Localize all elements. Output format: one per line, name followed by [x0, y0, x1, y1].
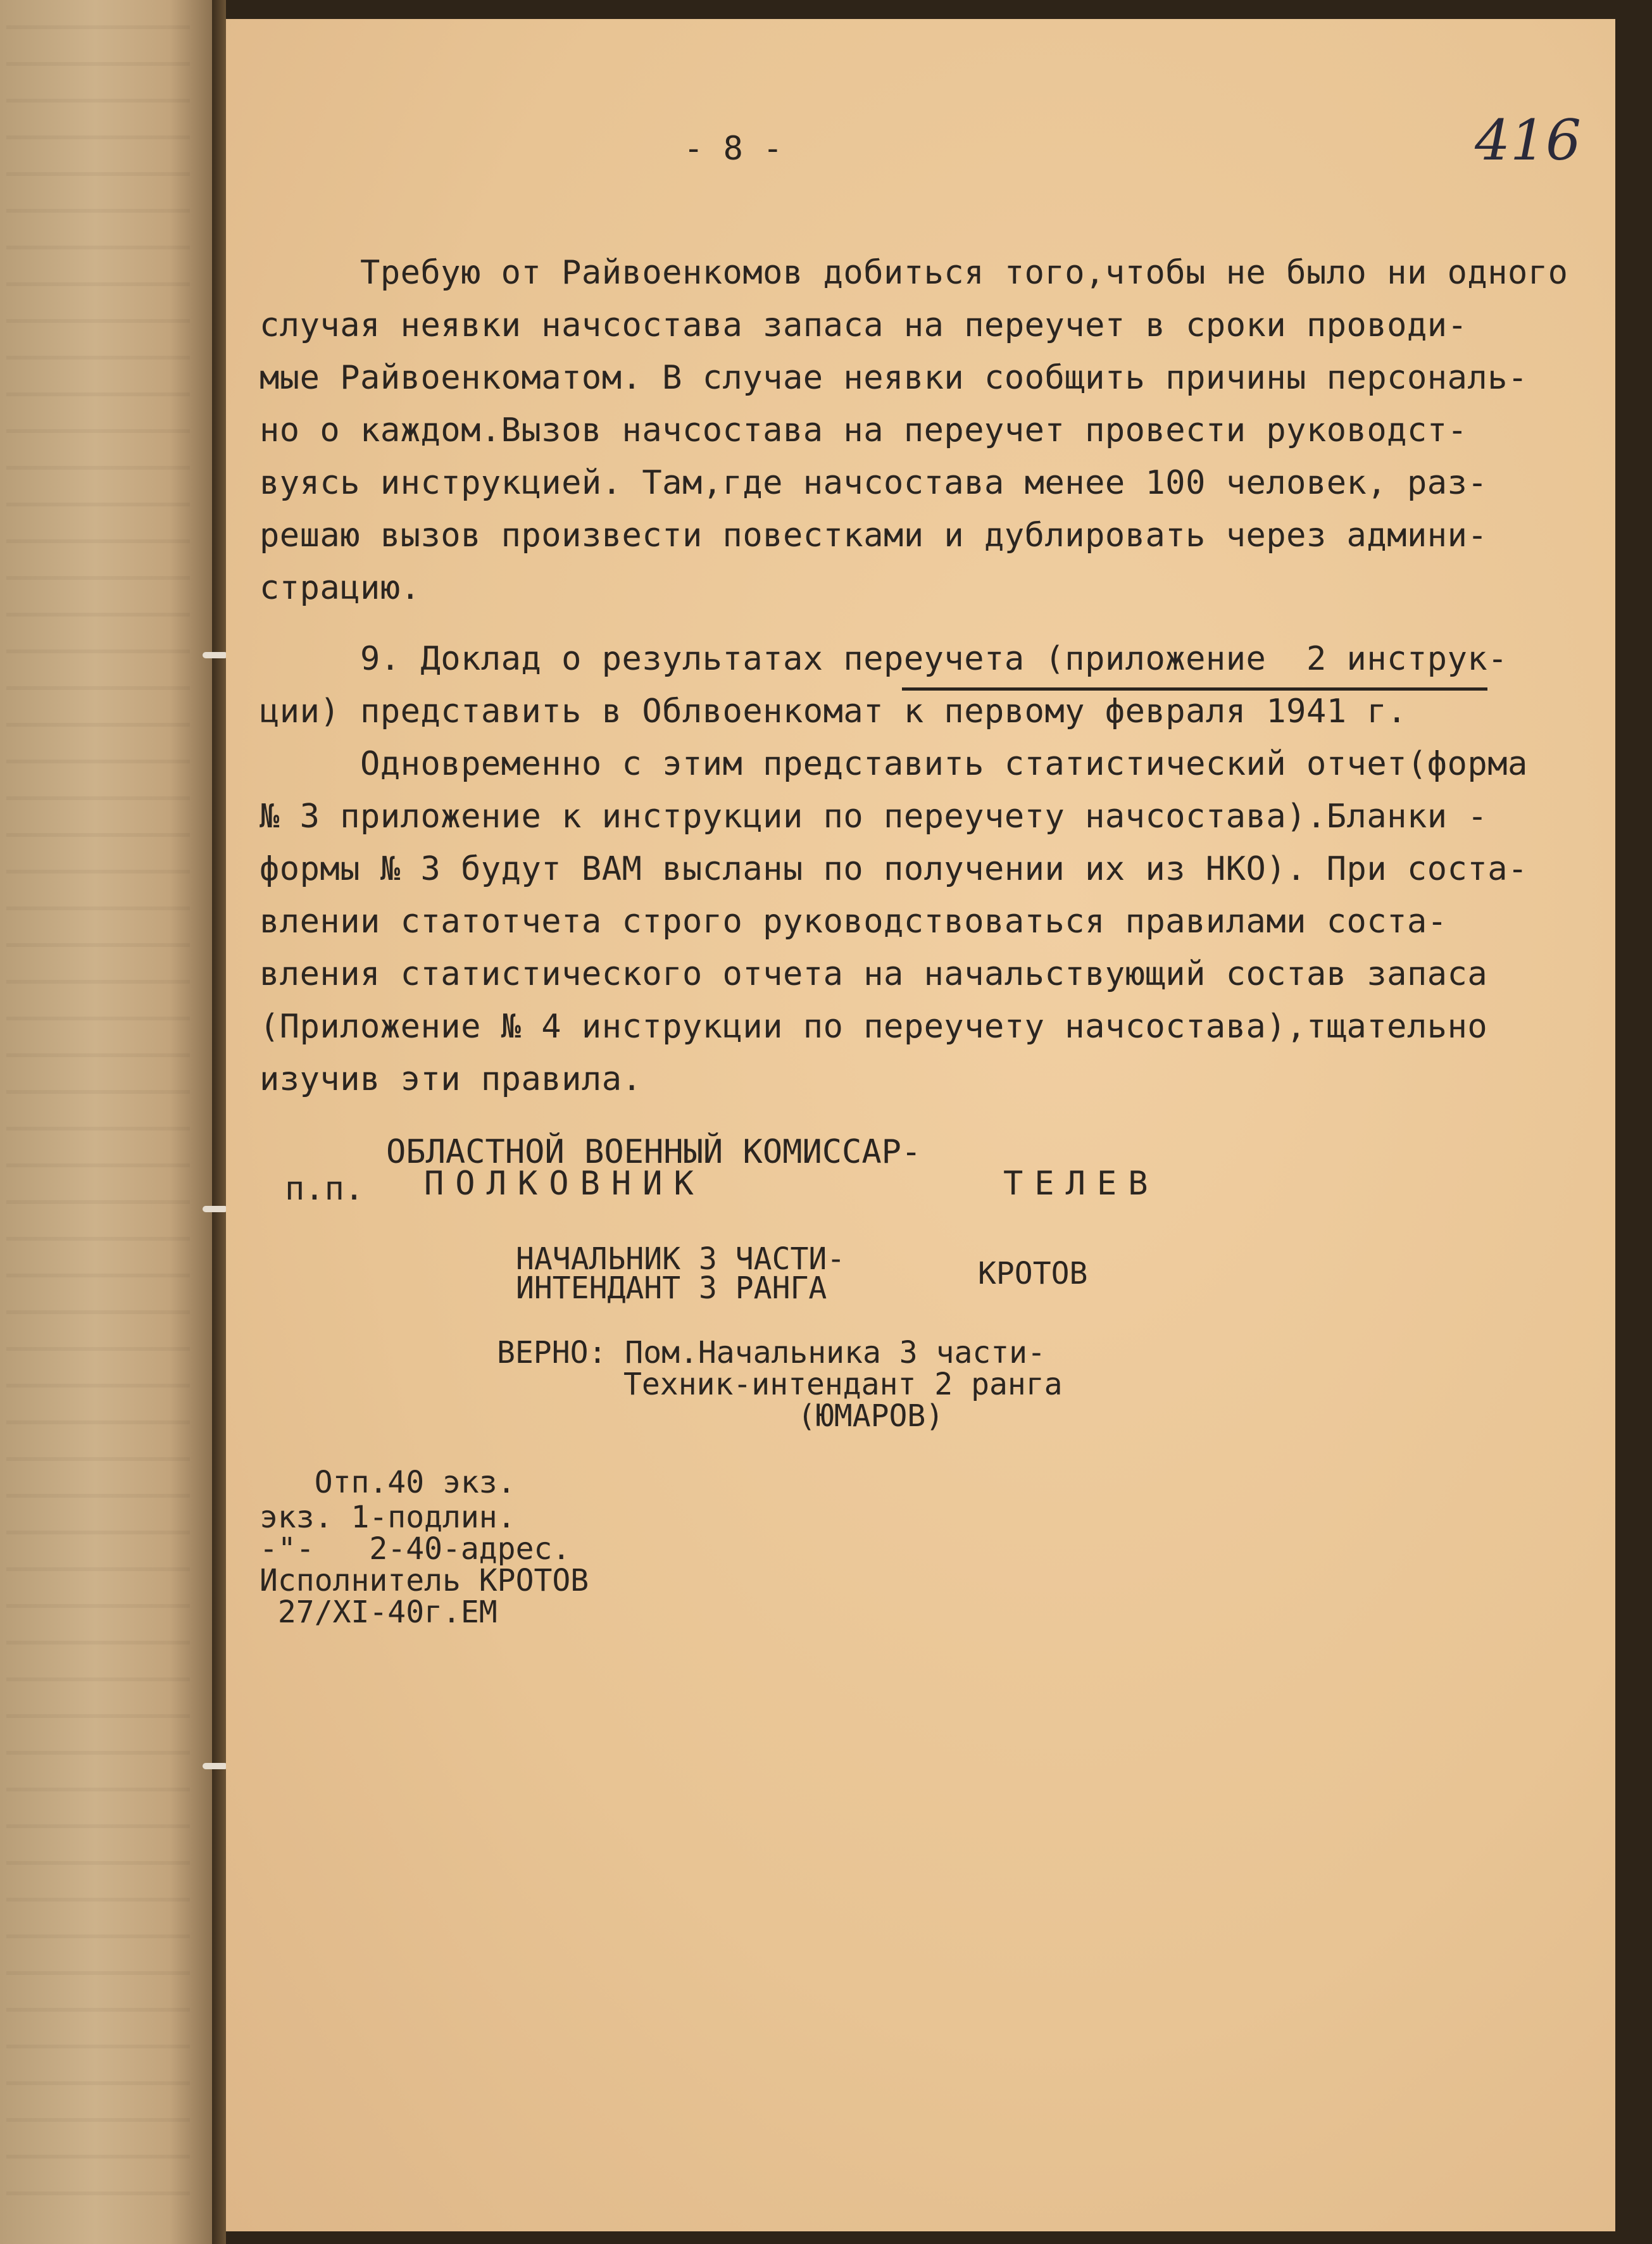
footer-line: -"- 2-40-адрес.	[260, 1531, 571, 1567]
book-gutter	[212, 0, 226, 2244]
body-line: 9. Доклад о результатах переучета (приложение 2 инструк-	[260, 640, 1508, 678]
body-line: решаю вызов произвести повестками и дублировать через админи-	[260, 517, 1488, 555]
previous-page-edge	[0, 0, 212, 2244]
verno-line-2: Техник-интендант 2 ранга	[623, 1367, 1063, 1402]
chief-title-line-2: ИНТЕНДАНТ 3 РАНГА	[516, 1270, 827, 1306]
body-line: (Приложение № 4 инструкции по переучету начсостава),тщательно	[260, 1008, 1488, 1046]
footer-line: экз. 1-подлин.	[260, 1500, 516, 1535]
commissar-rank: ПОЛКОВНИК	[424, 1165, 705, 1203]
body-line: изучив эти правила.	[260, 1060, 642, 1098]
footer-line: Отп.40 экз.	[260, 1465, 516, 1500]
body-line: формы № 3 будут ВАМ высланы по получении их из НКО). При соста-	[260, 850, 1528, 888]
folio-number: 416	[1475, 108, 1581, 173]
binding-thread	[203, 652, 228, 658]
binding-thread	[203, 1206, 228, 1212]
body-line: Одновременно с этим представить статистический отчет(форма	[260, 745, 1528, 783]
body-line: влении статотчета строго руководствоваться правилами соста-	[260, 903, 1448, 941]
body-line: случая неявки начсостава запаса на переучет в сроки проводи-	[260, 306, 1468, 344]
commissar-title: ОБЛАСТНОЙ ВОЕННЫЙ КОМИССАР-	[386, 1133, 922, 1171]
footer-line: 27/XI-40г.ЕМ	[260, 1595, 497, 1630]
body-line: страцию.	[260, 569, 421, 607]
body-line: ции) представить в Облвоенкомат к первому февраля 1941 г.	[260, 693, 1407, 730]
body-line: Требую от Райвоенкомов добиться того,чтобы не было ни одного	[260, 254, 1568, 292]
document-page	[226, 19, 1615, 2231]
deadline-underline	[902, 687, 1487, 691]
chief-name: КРОТОВ	[978, 1256, 1088, 1291]
chief-title-line-1: НАЧАЛЬНИК 3 ЧАСТИ-	[516, 1241, 846, 1277]
binding-thread	[203, 1763, 228, 1769]
page-number: - 8 -	[684, 130, 783, 168]
pp-mark: п.п.	[285, 1170, 365, 1208]
body-line: № 3 приложение к инструкции по переучету начсостава).Бланки -	[260, 798, 1488, 836]
body-line: мые Райвоенкоматом. В случае неявки сообщить причины персональ-	[260, 359, 1528, 397]
verno-line-3: (ЮМАРОВ)	[798, 1398, 944, 1434]
footer-line: Исполнитель КРОТОВ	[260, 1563, 589, 1598]
body-line: но о каждом.Вызов начсостава на переучет провести руководст-	[260, 411, 1468, 449]
commissar-name: ТЕЛЕВ	[1003, 1165, 1160, 1203]
body-line: вления статистического отчета на начальствующий состав запаса	[260, 955, 1488, 993]
verno-line-1: ВЕРНО: Пом.Начальника 3 части-	[497, 1335, 1046, 1370]
body-line: вуясь инструкцией. Там,где начсостава менее 100 человек, раз-	[260, 464, 1488, 502]
previous-page-text	[6, 25, 190, 2209]
